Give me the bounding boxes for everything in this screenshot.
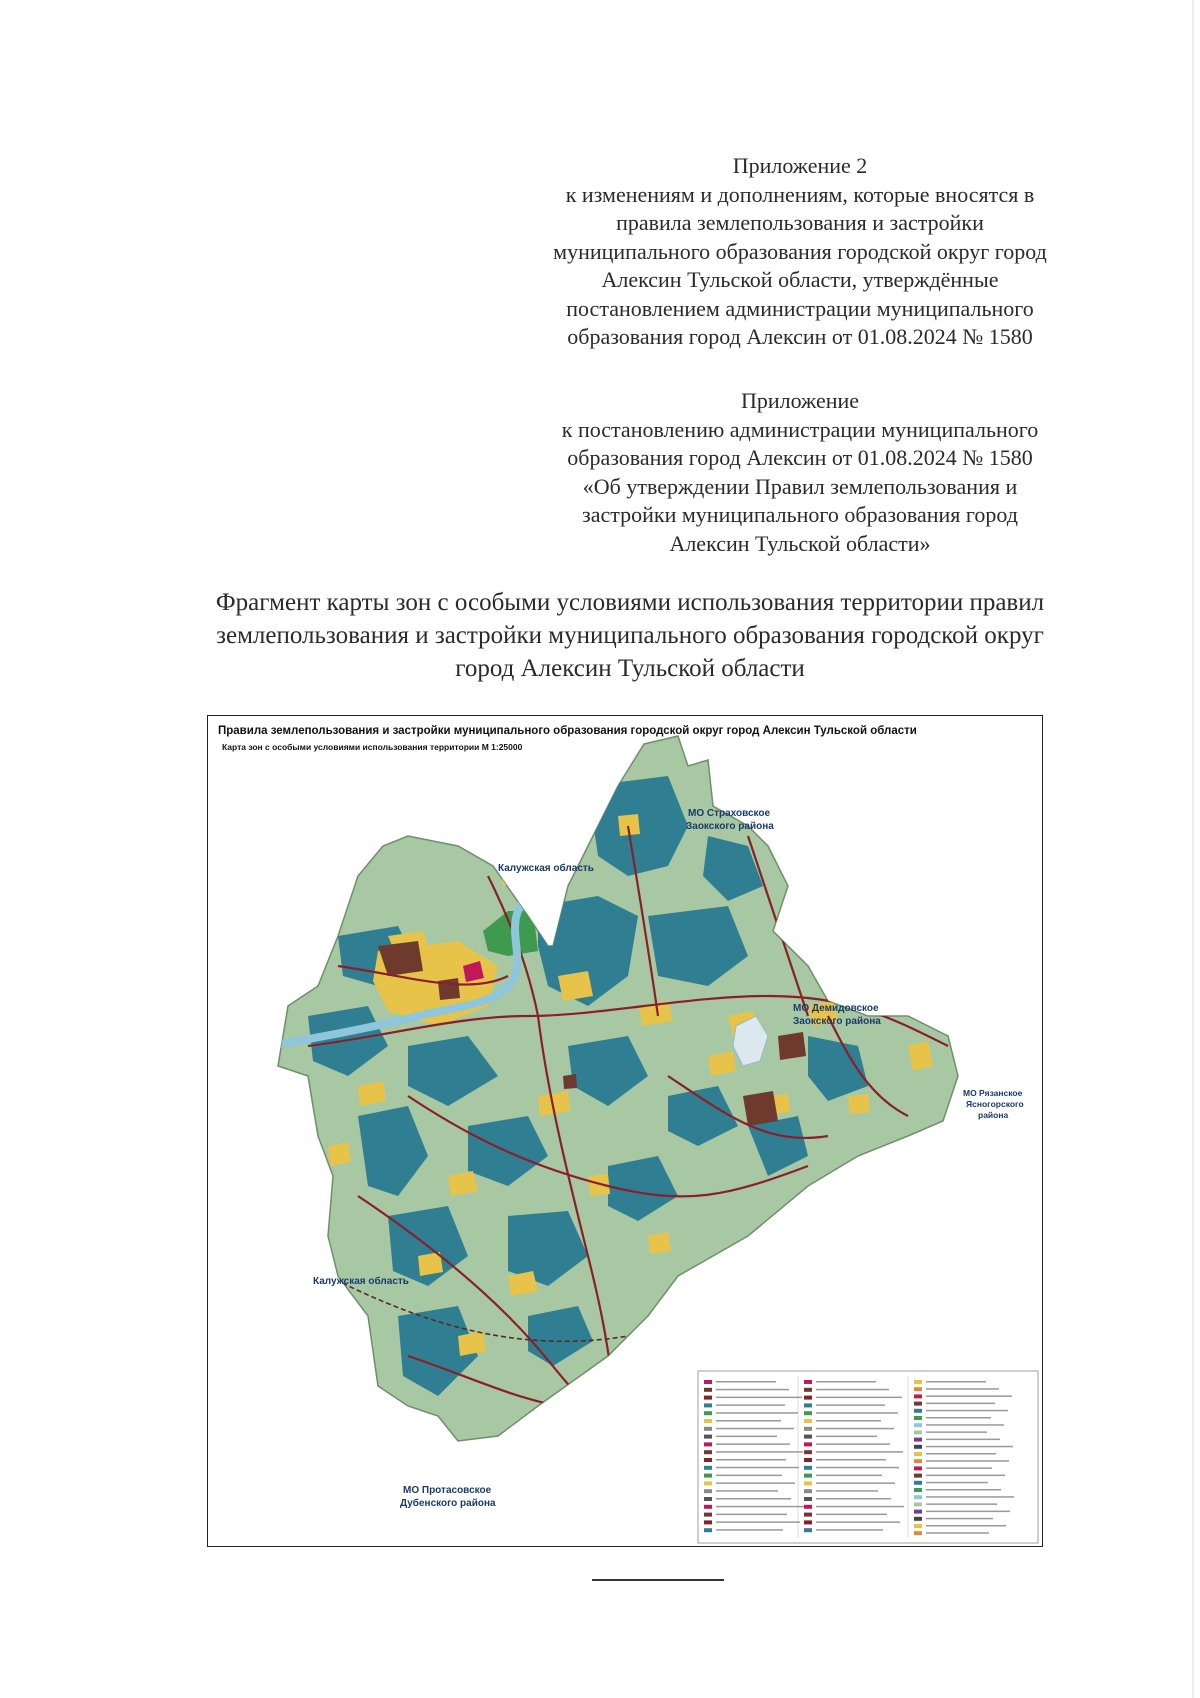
appendix-line: Алексин Тульской области» [669,530,931,556]
legend-line [716,1467,799,1469]
legend-swatch [914,1409,922,1413]
legend-swatch [804,1427,812,1431]
legend-swatch [914,1474,922,1478]
appendix-line: «Об утверждении Правил землепользования и [582,473,1018,499]
label-protasovskoe-1: МО Протасовское [403,1485,492,1496]
legend-line [716,1389,789,1391]
legend-swatch [704,1396,712,1400]
legend-swatch [914,1430,922,1434]
zones-map [208,716,1043,1547]
legend-line [926,1489,1001,1491]
legend-line [816,1443,890,1445]
legend-swatch [914,1402,922,1406]
legend-swatch [804,1481,812,1485]
legend-swatch [804,1442,812,1446]
legend-swatch [704,1489,712,1493]
legend-line [926,1446,1013,1448]
legend-line [816,1529,883,1531]
appendix-2-line: образования город Алексин от 01.08.2024 № 1580 [567,324,1033,349]
legend-line [816,1506,904,1508]
legend-line [716,1521,800,1523]
legend-line [716,1436,777,1438]
legend-swatch [704,1388,712,1392]
legend-line [926,1525,1006,1527]
legend-swatch [804,1403,812,1407]
legend-line [716,1498,791,1500]
legend-swatch [804,1489,812,1493]
legend-swatch [804,1466,812,1470]
document-title-line: Фрагмент карты зон с особыми условиями использования территории правил [215,589,1045,616]
appendix-line: Приложение [740,388,860,413]
legend-line [716,1443,790,1445]
map-subtitle: Карта зон с особыми условиями использования территории М 1:25000 [222,742,523,752]
legend-swatch [914,1524,922,1528]
legend-swatch [704,1442,712,1446]
label-protasovskoe-2: Дубенского района [400,1498,496,1509]
label-demidovskoe-1: МО Демидовское [793,1003,879,1014]
legend-swatch [704,1481,712,1485]
appendix-line: к постановлению администрации муниципального [561,416,1039,442]
legend-line [816,1482,895,1484]
legend-line [816,1428,894,1430]
legend-swatch [804,1411,812,1415]
legend-swatch [914,1438,922,1442]
legend-swatch [914,1517,922,1521]
label-strakhovskoe-2: Заокского района [686,821,774,832]
legend-line [816,1514,887,1516]
legend-line [816,1412,898,1414]
legend-line [926,1388,999,1390]
legend-line [716,1420,781,1422]
legend-line [926,1431,987,1433]
legend-swatch [704,1411,712,1415]
legend-swatch [914,1488,922,1492]
legend-line [926,1381,986,1383]
legend-line [816,1475,882,1477]
label-ryazanskoe-2: Ясногорского [966,1099,1024,1109]
legend-swatch [914,1394,922,1398]
legend-swatch [704,1380,712,1384]
legend-line [716,1451,803,1453]
legend-swatch [804,1435,812,1439]
label-ryazanskoe-3: района [978,1110,1009,1120]
label-ryazanskoe-1: МО Рязанское [963,1088,1023,1098]
appendix-line: образования город Алексин от 01.08.2024 № 1580 [567,445,1033,470]
appendix-2-block [520,152,1080,352]
legend-swatch [804,1474,812,1478]
legend-swatch [914,1495,922,1499]
legend-line [716,1514,787,1516]
document-title [130,586,1130,685]
legend-line [816,1397,902,1399]
legend-swatch [914,1481,922,1485]
map-legend [698,1371,1038,1543]
legend-line [926,1518,993,1520]
appendix-2-line: Приложение 2 [732,153,868,178]
legend-swatch [704,1520,712,1524]
legend-line [816,1420,881,1422]
legend-line [926,1403,995,1405]
legend-swatch [914,1387,922,1391]
legend-line [716,1506,804,1508]
legend-swatch [704,1513,712,1517]
map-header: Правила землепользования и застройки муниципального образования городской округ город Алексин Тульской области [218,725,917,737]
legend-line [816,1404,885,1406]
legend-line [816,1467,899,1469]
legend-line [716,1404,785,1406]
legend-swatch [704,1505,712,1509]
legend-line [716,1428,794,1430]
label-kaluga-west: Калужская область [313,1276,409,1287]
appendix-line: застройки муниципального образования город [582,502,1018,527]
legend-line [816,1459,886,1461]
page-edge-line [1192,0,1194,1698]
appendix-2-line: Алексин Тульской области, утверждённые [601,267,999,292]
legend-line [816,1521,900,1523]
legend-line [926,1453,996,1455]
legend-line [926,1511,1010,1513]
legend-line [816,1389,889,1391]
legend-swatch [914,1466,922,1470]
legend-swatch [914,1531,922,1535]
legend-swatch [914,1416,922,1420]
legend-line [816,1451,903,1453]
document-title-line: землепользования и застройки муниципального образования городской округ [216,622,1044,649]
label-demidovskoe-2: Заокского района [793,1016,881,1027]
legend-line [926,1482,988,1484]
map-frame [207,715,1043,1547]
appendix-2-line: муниципального образования городской округ город [553,238,1047,264]
legend-swatch [704,1474,712,1478]
legend-swatch [704,1450,712,1454]
legend-line [926,1460,1009,1462]
legend-line [816,1436,877,1438]
legend-swatch [804,1380,812,1384]
legend-line [816,1498,891,1500]
legend-line [926,1424,1004,1426]
legend-swatch [704,1458,712,1462]
legend-line [926,1410,1008,1412]
legend-line [926,1395,1012,1397]
legend-line [926,1439,1000,1441]
legend-line [716,1490,778,1492]
legend-swatch [804,1388,812,1392]
legend-line [716,1529,783,1531]
legend-line [926,1475,1005,1477]
legend-line [716,1412,798,1414]
legend-line [926,1532,989,1534]
legend-swatch [914,1445,922,1449]
legend-swatch [704,1427,712,1431]
legend-swatch [804,1450,812,1454]
legend-swatch [914,1459,922,1463]
legend-swatch [804,1419,812,1423]
legend-swatch [914,1502,922,1506]
legend-swatch [704,1466,712,1470]
legend-swatch [914,1452,922,1456]
legend-swatch [804,1497,812,1501]
legend-line [716,1482,795,1484]
label-strakhovskoe-1: МО Страховское [688,808,771,819]
legend-line [926,1496,1014,1498]
legend-swatch [914,1380,922,1384]
legend-line [926,1503,997,1505]
legend-line [816,1490,878,1492]
legend-swatch [804,1520,812,1524]
appendix-2-line: правила землепользования и застройки [616,210,984,235]
legend-line [716,1397,802,1399]
appendix-2-line: к изменениям и дополнениям, которые вносятся в [565,181,1035,207]
bottom-rule [592,1579,724,1581]
legend-swatch [704,1419,712,1423]
legend-swatch [704,1403,712,1407]
legend-swatch [804,1458,812,1462]
legend-swatch [914,1423,922,1427]
legend-swatch [804,1396,812,1400]
legend-swatch [704,1528,712,1532]
legend-line [926,1467,992,1469]
legend-line [816,1381,876,1383]
legend-swatch [914,1510,922,1514]
legend-line [716,1381,776,1383]
legend-swatch [804,1528,812,1532]
legend-swatch [704,1435,712,1439]
legend-swatch [704,1497,712,1501]
legend-line [716,1459,786,1461]
appendix-block [520,387,1080,558]
appendix-2-line: постановлением администрации муниципального [566,295,1034,321]
legend-swatch [804,1513,812,1517]
legend-line [926,1417,991,1419]
document-title-line: город Алексин Тульской области [455,655,805,682]
label-kaluga-north: Калужская область [498,863,594,874]
legend-swatch [804,1505,812,1509]
legend-line [716,1475,782,1477]
